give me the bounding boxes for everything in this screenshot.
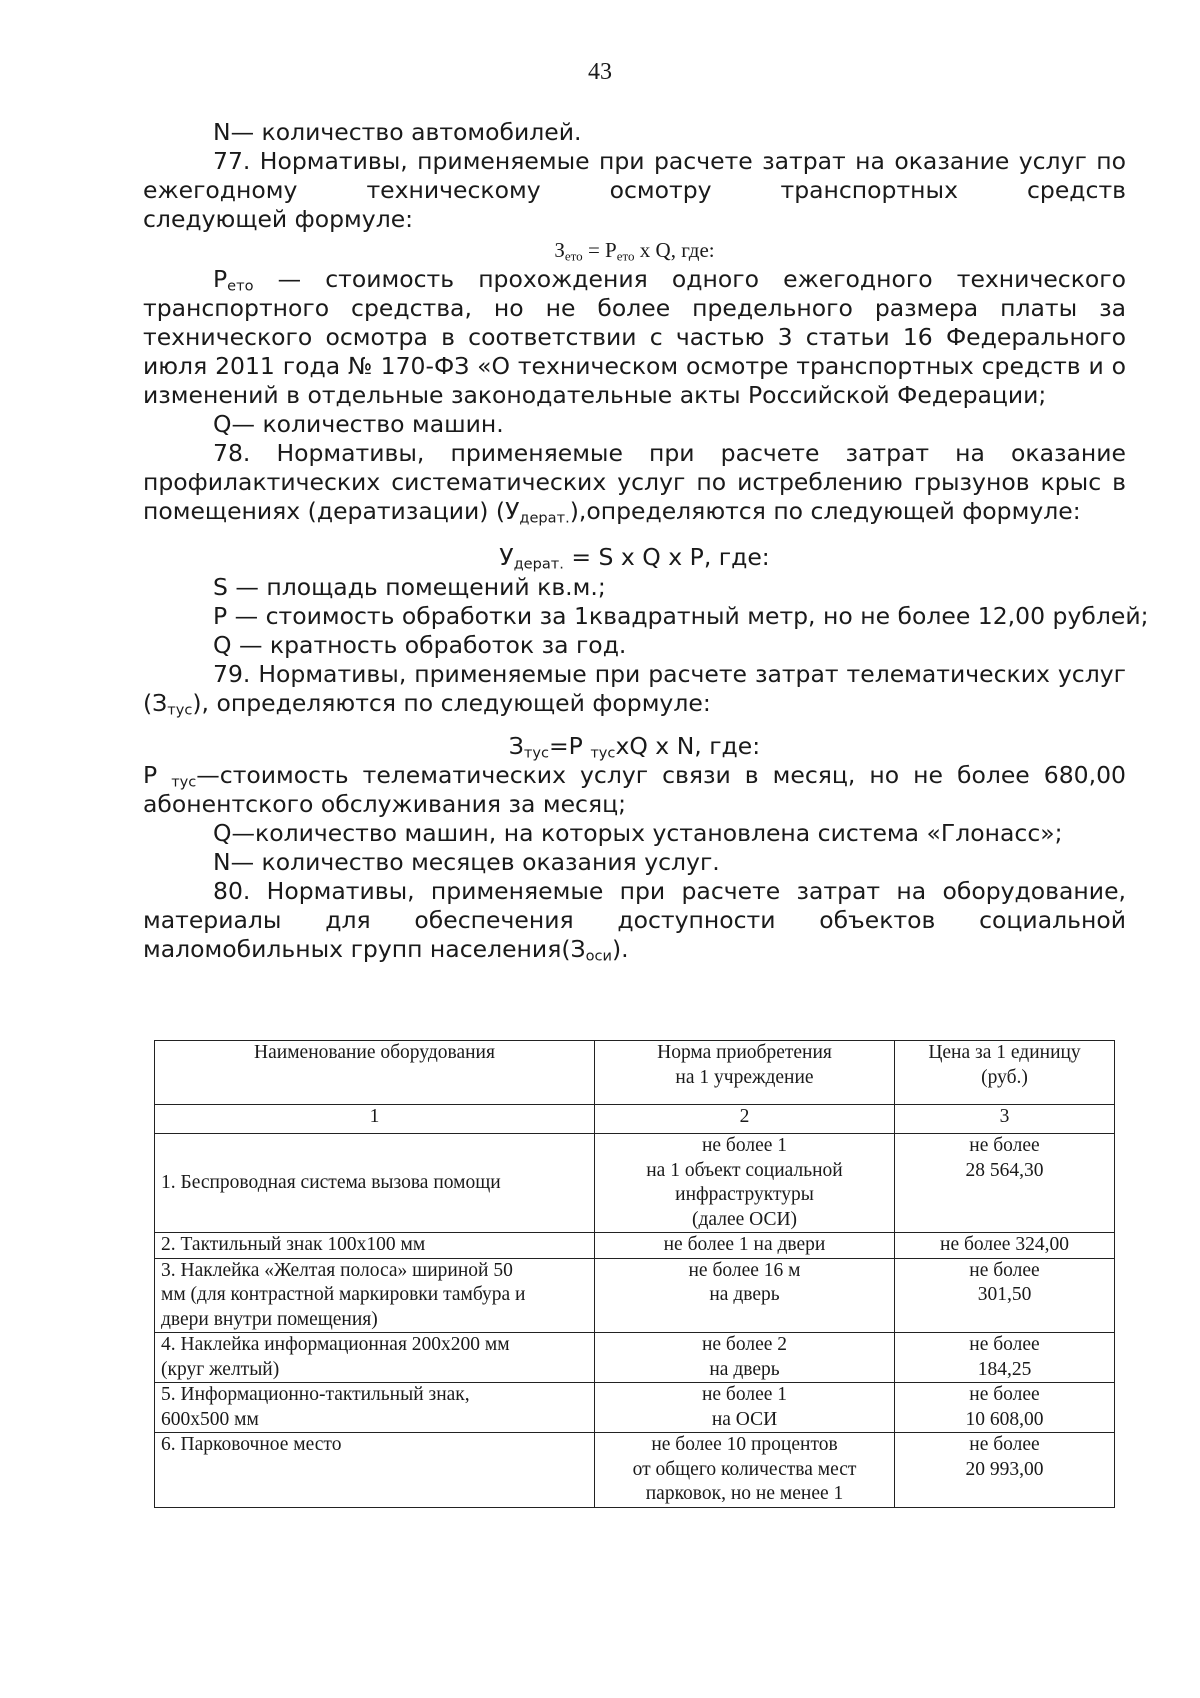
- cell-text-line: не более 324,00: [940, 1234, 1069, 1255]
- paragraph-79-line-1: 79. Нормативы, применяемые при расчете затрат телематических услуг: [213, 660, 1126, 688]
- table-row: [155, 1333, 1115, 1383]
- cell-text-line: парковок, но не менее 1: [645, 1483, 844, 1504]
- cell-text-line: 600х500 мм: [161, 1408, 259, 1430]
- paragraph-80-line-2: материалы для обеспечения доступности объектов социальной: [143, 906, 1126, 934]
- cell-text-line: двери внутри помещения): [161, 1308, 378, 1330]
- cell-text-line: не более 2: [701, 1334, 788, 1355]
- paragraph-77-line-1: 77. Нормативы, применяемые при расчете затрат на оказание услуг по: [213, 147, 1126, 175]
- price-cell: [895, 1333, 1115, 1383]
- cell-text-line: 5. Информационно-тактильный знак,: [161, 1384, 470, 1405]
- header-equipment-name: Наименование оборудования: [155, 1041, 595, 1105]
- cell-text-line: 10 608,00: [965, 1408, 1044, 1430]
- paragraph-80-line-1: 80. Нормативы, применяемые при расчете затрат на оборудование,: [213, 877, 1126, 905]
- cell-text-line: 4. Наклейка информационная 200х200 мм: [161, 1334, 510, 1355]
- column-number: 2: [595, 1105, 895, 1134]
- norm-cell: [595, 1383, 895, 1433]
- norm-cell: [595, 1134, 895, 1233]
- equipment-table: [154, 1040, 1115, 1508]
- cell-text-line: не более 1: [701, 1384, 788, 1405]
- cell-text-line: мм (для контрастной маркировки тамбура и: [161, 1284, 526, 1305]
- cell-text-line: 20 993,00: [965, 1458, 1044, 1480]
- table-column-numbers-row: [155, 1105, 1115, 1134]
- table-row: [155, 1433, 1115, 1508]
- cell-text-line: не более: [969, 1259, 1040, 1281]
- equipment-name-cell: [155, 1134, 595, 1233]
- paragraph-78-line-1: 78. Нормативы, применяемые при расчете затрат на оказание: [213, 439, 1126, 467]
- definition-79-line-4: N— количество месяцев оказания услуг.: [213, 848, 720, 876]
- definition-78-line-3: Q — кратность обработок за год.: [213, 631, 627, 659]
- paragraph-79-line-2: $(З_{тус})$, определяются по следующей формуле:: [143, 689, 711, 719]
- equipment-name-cell: [155, 1233, 595, 1259]
- paragraph-77-line-3: следующей формуле:: [143, 205, 414, 233]
- header-price: Цена за 1 единицу (руб.): [895, 1041, 1115, 1105]
- cell-text-line: инфраструктуры: [675, 1184, 814, 1205]
- cell-text-line: (круг желтый): [161, 1358, 280, 1380]
- formula-78: $У_{дерат.} = S$ х Q х P, где:: [499, 543, 770, 573]
- price-cell: [895, 1433, 1115, 1508]
- cell-text-line: не более 16 м: [688, 1259, 801, 1281]
- cell-text-line: не более: [969, 1135, 1040, 1156]
- cell-text-line: 6. Парковочное место: [161, 1434, 342, 1455]
- page-number: 43: [588, 59, 612, 85]
- definition-79-line-2: абонентского обслуживания за месяц;: [143, 790, 627, 818]
- cell-text-line: не более 10 процентов: [651, 1434, 838, 1455]
- formula-79: $З_{тус}=Р$ $_{тус}$хQ х N, где:: [508, 732, 761, 762]
- cell-text-line: не более: [969, 1384, 1040, 1405]
- norm-cell: [595, 1433, 895, 1508]
- formula-77: $З_{ето} = Р_{ето}$ х Q, где:: [554, 238, 715, 264]
- definition-79-line-3: Q—количество машин, на которых установлена система «Глонасс»;: [213, 819, 1063, 847]
- definition-77-line-1: $Р_{ето}$ — стоимость прохождения одного ежегодного технического: [213, 265, 1126, 295]
- table-row: [155, 1383, 1115, 1433]
- cell-text-line: 2. Тактильный знак 100х100 мм: [161, 1234, 426, 1255]
- cell-text-line: на 1 объект социальной: [646, 1159, 843, 1181]
- definition-77-line-5: изменений в отдельные законодательные акты Российской Федерации;: [143, 381, 1047, 409]
- paragraph-78-line-3: помещениях (дератизации) $(У_{дерат.}),определяются$ по следующей формуле:: [143, 497, 1081, 527]
- equipment-name-cell: [155, 1258, 595, 1333]
- price-cell: [895, 1258, 1115, 1333]
- equipment-name-cell: [155, 1433, 595, 1508]
- cell-text-line: 3. Наклейка «Желтая полоса» шириной 50: [161, 1259, 513, 1281]
- definition-77-line-3: технического осмотра в соответствии с частью 3 статьи 16 Федерального: [143, 323, 1126, 351]
- equipment-name-cell: [155, 1383, 595, 1433]
- cell-text-line: 1. Беспроводная система вызова помощи: [161, 1171, 501, 1193]
- cell-text-line: на ОСИ: [711, 1408, 778, 1430]
- cell-text-line: на дверь: [709, 1358, 780, 1380]
- cell-text-line: на дверь: [709, 1284, 780, 1305]
- price-cell: [895, 1233, 1115, 1259]
- column-number: 1: [155, 1105, 595, 1134]
- definition-79-line-1: Р $_{тус}$—стоимость телематических услуг связи в месяц, но не более 680,00: [143, 761, 1126, 791]
- norm-cell: [595, 1258, 895, 1333]
- cell-text-line: от общего количества мест: [632, 1458, 857, 1480]
- cell-text-line: 301,50: [977, 1284, 1032, 1305]
- definition-78-line-2: P — стоимость обработки за 1квадратный метр, но не более 12,00 рублей;: [213, 602, 1149, 630]
- cell-text-line: не более: [969, 1434, 1040, 1455]
- cell-text-line: 184,25: [977, 1358, 1032, 1380]
- definition-77-line-4: июля 2011 года № 170-ФЗ «О техническом осмотре транспортных средств и о: [143, 352, 1126, 380]
- cell-text-line: (далее ОСИ): [691, 1208, 798, 1230]
- table-row: [155, 1233, 1115, 1259]
- cell-text-line: 28 564,30: [965, 1159, 1044, 1181]
- table-header-row: [155, 1041, 1115, 1105]
- paragraph-77-line-2: ежегодному техническому осмотру транспортных средств: [143, 176, 1126, 204]
- header-norm: Норма приобретения на 1 учреждение: [595, 1041, 895, 1105]
- equipment-name-cell: [155, 1333, 595, 1383]
- text-line: N— количество автомобилей.: [213, 118, 582, 146]
- definition-77-line-6: Q— количество машин.: [213, 410, 504, 438]
- definition-77-line-2: транспортного средства, но не более предельного размера платы за: [143, 294, 1126, 322]
- definition-78-line-1: S — площадь помещений кв.м.;: [213, 573, 606, 601]
- price-cell: [895, 1134, 1115, 1233]
- cell-text-line: не более 1 на двери: [663, 1234, 826, 1255]
- table-row: [155, 1258, 1115, 1333]
- norm-cell: [595, 1333, 895, 1383]
- table-row: [155, 1134, 1115, 1233]
- paragraph-78-line-2: профилактических систематических услуг по истреблению грызунов крыс в: [143, 468, 1126, 496]
- column-number: 3: [895, 1105, 1115, 1134]
- norm-cell: [595, 1233, 895, 1259]
- cell-text-line: не более 1: [701, 1135, 788, 1156]
- price-cell: [895, 1383, 1115, 1433]
- cell-text-line: не более: [969, 1334, 1040, 1355]
- paragraph-80-line-3: маломобильных групп $населения(З_{оси})$.: [143, 935, 629, 965]
